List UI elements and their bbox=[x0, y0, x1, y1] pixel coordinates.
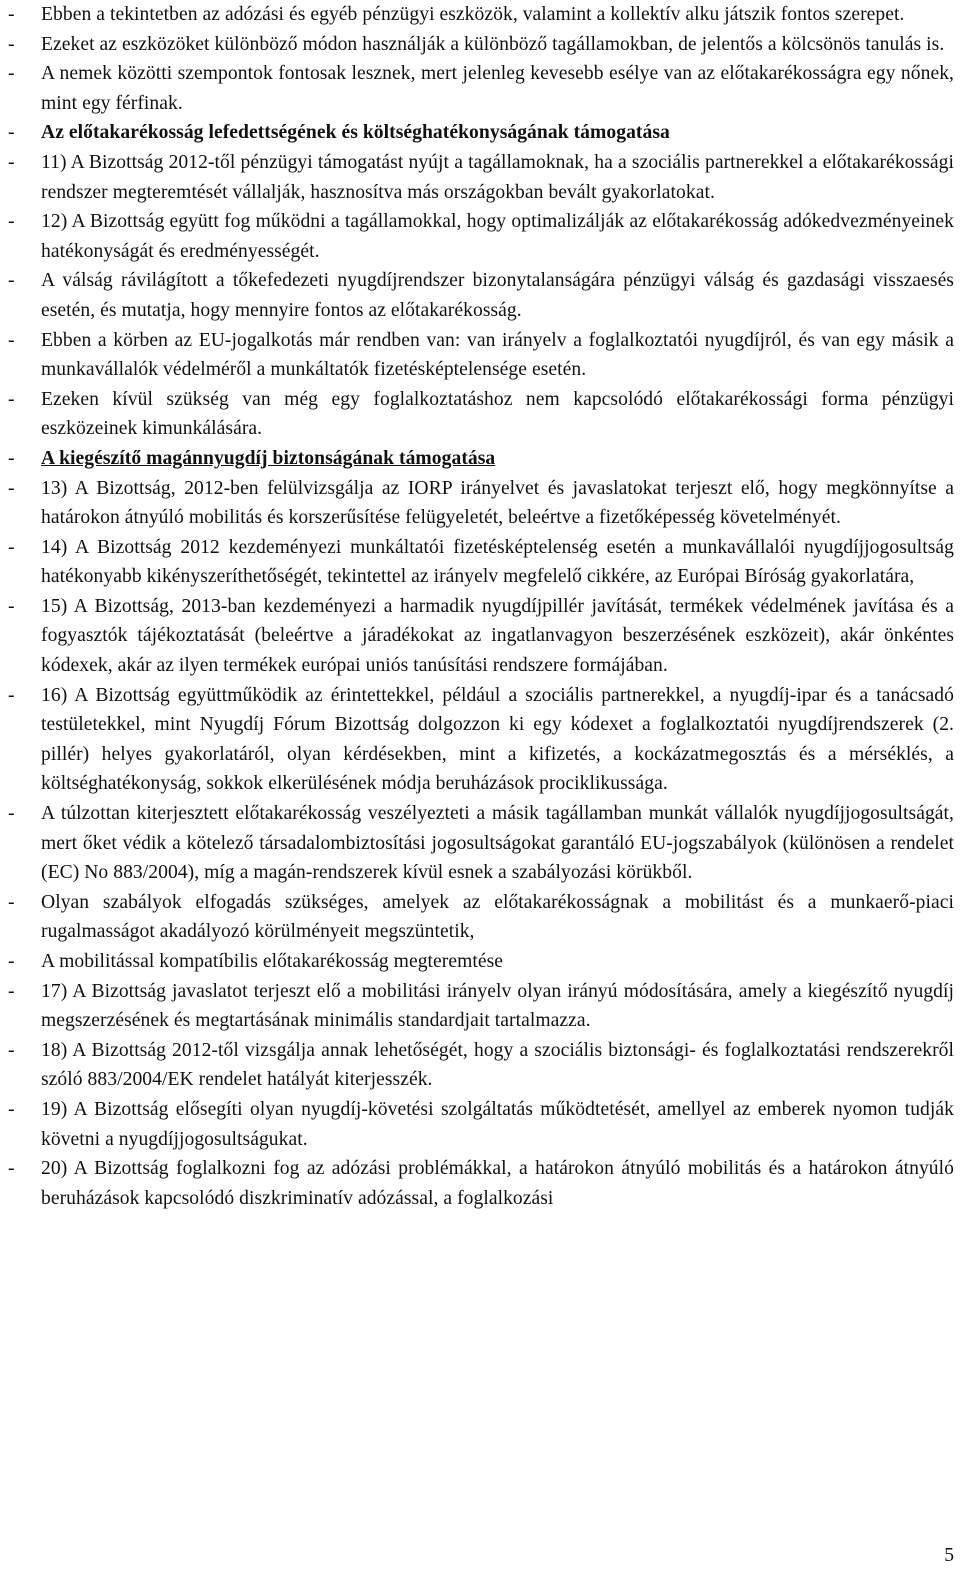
list-item bbox=[8, 385, 954, 444]
list-item bbox=[8, 1036, 954, 1095]
paragraph-text: A kiegészítő magánnyugdíj biztonságának támogatása bbox=[41, 447, 496, 469]
bullet-dash: - bbox=[8, 388, 15, 410]
paragraph-text: 14) A Bizottság 2012 kezdeményezi munkáltatói fizetésképtelenség esetén a munkavállalói nyugdíjjogosultság hatékonyabb kikényszeríthetőségét, tekintettel az irányelv megfelelő cikkére, az Európai Bíróság gyakorlatára, bbox=[41, 536, 954, 588]
bullet-dash: - bbox=[8, 4, 15, 25]
paragraph-text: A nemek közötti szempontok fontosak lesznek, mert jelenleg kevesebb esélye van az előtakarékosságra egy nőnek, mint egy férfinak. bbox=[41, 63, 954, 114]
bullet-dash: - bbox=[8, 803, 15, 825]
paragraph-list bbox=[8, 0, 954, 1213]
section-heading bbox=[8, 118, 954, 148]
bullet-dash: - bbox=[8, 211, 15, 233]
bullet-dash: - bbox=[8, 33, 15, 55]
bullet-dash: - bbox=[8, 1098, 15, 1120]
paragraph-text: Ebben a körben az EU-jogalkotás már rendben van: van irányelv a foglalkoztatói nyugdíjról, és van egy másik a munkavállalók védelméről a munkáltatók fizetésképtelensége esetén. bbox=[41, 329, 954, 381]
bullet-dash: - bbox=[8, 891, 15, 913]
paragraph-text: Az előtakarékosság lefedettségének és költséghatékonyságának támogatása bbox=[41, 122, 670, 144]
paragraph-text: 18) A Bizottság 2012-től vizsgálja annak lehetőségét, hogy a szociális biztonsági- és foglalkoztatási rendszerekről szóló 883/2004/EK rendelet hatályát kiterjesszék. bbox=[41, 1039, 954, 1091]
bullet-dash: - bbox=[8, 536, 15, 558]
list-item bbox=[8, 266, 954, 325]
bullet-dash: - bbox=[8, 151, 15, 173]
list-item bbox=[8, 977, 954, 1036]
list-item bbox=[8, 1154, 954, 1213]
bullet-dash: - bbox=[8, 447, 15, 469]
bullet-dash: - bbox=[8, 477, 15, 499]
paragraph-text: 16) A Bizottság együttműködik az érintettekkel, például a szociális partnerekkel, a nyugdíj-ipar és a tanácsadó testületekkel, mint Nyugdíj Fórum Bizottság dolgozzon ki egy kódexet a foglalkoztatói nyugdíjrendszerek (2. pillér) helyes gyakorlatáról, olyan kérdésekben, mint a kifizetés, a kockázatmegosztás és a mérséklés, a költséghatékonyság, sokkok elkerülésének módja beruházások prociklikussága. bbox=[41, 684, 954, 795]
paragraph-text: 19) A Bizottság elősegíti olyan nyugdíj-követési szolgáltatás működtetését, amellyel az emberek nyomon tudják követni a nyugdíjjogosultságukat. bbox=[41, 1098, 954, 1150]
bullet-dash: - bbox=[8, 951, 15, 972]
list-item bbox=[8, 681, 954, 799]
list-item bbox=[8, 947, 954, 977]
bullet-dash: - bbox=[8, 329, 15, 351]
bullet-dash: - bbox=[8, 1039, 15, 1061]
paragraph-text: 17) A Bizottság javaslatot terjeszt elő a mobilitási irányelv olyan irányú módosítására, amely a kiegészítő nyugdíj megszerzésének és megtartásának minimális standardjait tartalmazza. bbox=[41, 980, 954, 1032]
paragraph-text: A mobilitással kompatíbilis előtakarékosság megteremtése bbox=[41, 951, 504, 972]
page-number: 5 bbox=[944, 1545, 954, 1566]
list-item bbox=[8, 888, 954, 947]
paragraph-text: Ezeket az eszközöket különböző módon használják a különböző tagállamokban, de jelentős a kölcsönös tanulás is. bbox=[41, 33, 945, 55]
bullet-dash: - bbox=[8, 122, 15, 144]
bullet-dash: - bbox=[8, 684, 15, 706]
paragraph-text: 12) A Bizottság együtt fog működni a tagállamokkal, hogy optimalizálják az előtakarékosság adókedvezményeinek hatékonyságát és eredményességét. bbox=[41, 211, 954, 262]
list-item bbox=[8, 799, 954, 888]
bullet-dash: - bbox=[8, 1158, 15, 1180]
bullet-dash: - bbox=[8, 980, 15, 1002]
bullet-dash: - bbox=[8, 270, 15, 292]
paragraph-text: 11) A Bizottság 2012-től pénzügyi támogatást nyújt a tagállamoknak, ha a szociális partnerekkel a előtakarékossági rendszer megteremtését vállalják, hasznosítva más országokban bevált gyakorlatokat. bbox=[41, 151, 954, 203]
paragraph-text: 15) A Bizottság, 2013-ban kezdeményezi a harmadik nyugdíjpillér javítását, termékek védelmének javítása és a fogyasztók tájékoztatását (beleértve a járadékokat az ingatlanvagyon beszerzésének eszközeit), akár önkéntes kódexek, akár az ilyen termékek európai uniós tanúsítási rendszere formájában. bbox=[41, 595, 954, 677]
bullet-dash: - bbox=[8, 63, 15, 85]
list-item bbox=[8, 207, 954, 266]
list-item bbox=[8, 0, 954, 30]
section-heading bbox=[8, 444, 954, 474]
list-item bbox=[8, 592, 954, 681]
list-item bbox=[8, 326, 954, 385]
bullet-dash: - bbox=[8, 595, 15, 617]
paragraph-text: A túlzottan kiterjesztett előtakarékosság veszélyezteti a másik tagállamban munkát vállalók nyugdíjjogosultságát, mert őket védik a kötelező társadalombiztosítási jogosultságokat garantáló EU-jogszabályok (különösen a rendelet (EC) No 883/2004), míg a magán-rendszerek kívül esnek a szabályozási körükből. bbox=[41, 803, 954, 884]
list-item bbox=[8, 30, 954, 60]
paragraph-text: A válság rávilágított a tőkefedezeti nyugdíjrendszer bizonytalanságára pénzügyi válság és gazdasági visszaesés esetén, és mutatja, hogy mennyire fontos az előtakarékosság. bbox=[41, 270, 954, 321]
paragraph-text: Ebben a tekintetben az adózási és egyéb pénzügyi eszközök, valamint a kollektív alku játszik fontos szerepet. bbox=[41, 4, 905, 25]
paragraph-text: Ezeken kívül szükség van még egy foglalkoztatáshoz nem kapcsolódó előtakarékossági forma pénzügyi eszközeinek kimunkálására. bbox=[41, 388, 954, 440]
paragraph-text: 13) A Bizottság, 2012-ben felülvizsgálja az IORP irányelvet és javaslatokat terjeszt elő, hogy megkönnyítse a határokon átnyúló mobilitás és korszerűsítése felügyeletét, beleértve a fizetőképesség követelményét. bbox=[41, 477, 954, 529]
list-item bbox=[8, 148, 954, 207]
list-item bbox=[8, 1095, 954, 1154]
list-item bbox=[8, 59, 954, 118]
list-item bbox=[8, 533, 954, 592]
paragraph-text: Olyan szabályok elfogadás szükséges, amelyek az előtakarékosságnak a mobilitást és a munkaerő-piaci rugalmasságot akadályozó körülményeit megszüntetik, bbox=[41, 891, 954, 943]
paragraph-text: 20) A Bizottság foglalkozni fog az adózási problémákkal, a határokon átnyúló mobilitás és a határokon átnyúló beruházások kapcsolódó diszkriminatív adózással, a foglalkozási bbox=[41, 1158, 954, 1209]
list-item bbox=[8, 474, 954, 533]
